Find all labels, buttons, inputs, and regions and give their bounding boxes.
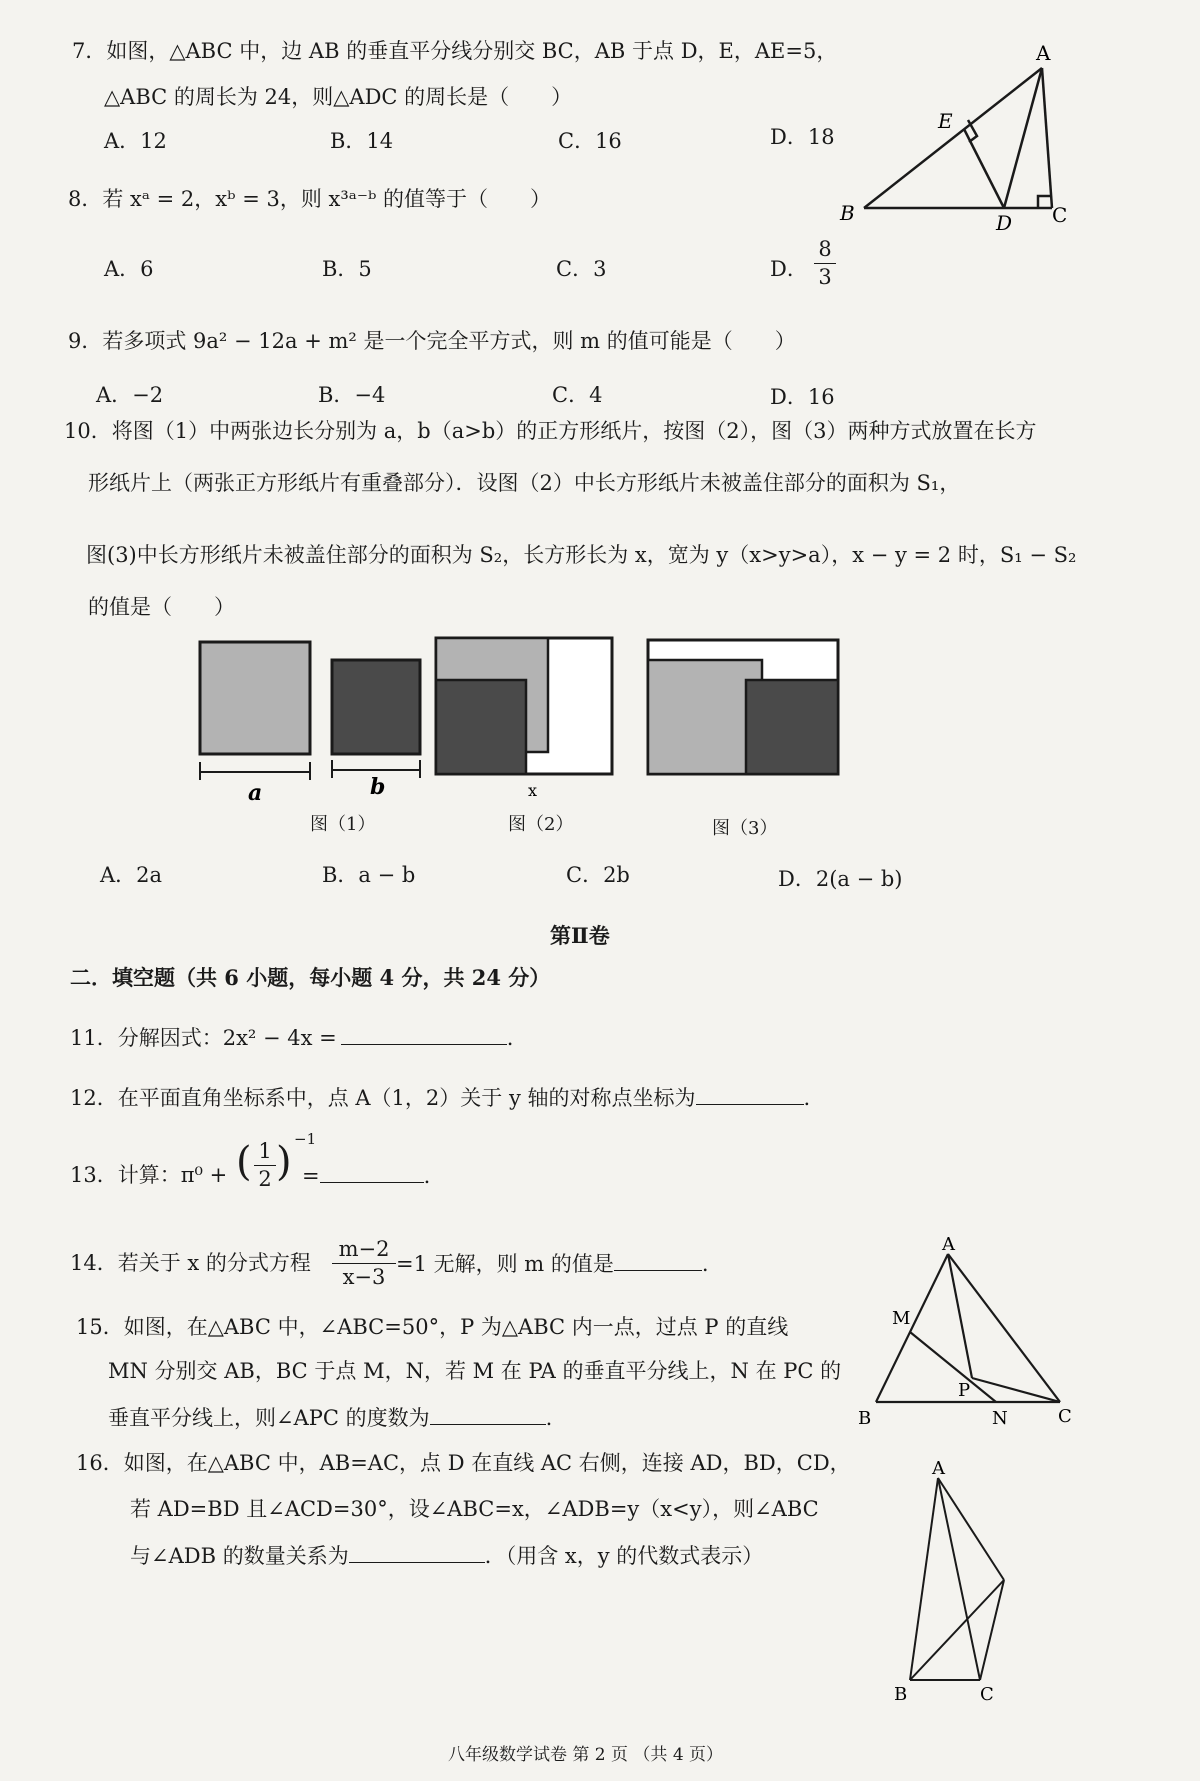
q8-option-c: C．3 xyxy=(556,257,607,281)
q14-fraction xyxy=(332,1236,396,1291)
q8-option-a: A．6 xyxy=(104,257,154,281)
q11-end: . xyxy=(506,1026,514,1050)
q7-side-ac xyxy=(1042,68,1052,208)
q13-fraction-denominator: 2 xyxy=(254,1165,276,1193)
q9-line1: 9．若多项式 9a² − 12a + m² 是一个完全平方式，则 m 的值可能是（ ） xyxy=(68,329,796,353)
q15-label-b: B xyxy=(858,1408,872,1429)
q13-line xyxy=(70,1160,227,1190)
q9-option-c: C．4 xyxy=(552,383,603,407)
q8-option-b: B．5 xyxy=(322,257,372,281)
q10-fig3-square-b xyxy=(746,680,838,774)
q7-option-d: D．18 xyxy=(770,125,835,149)
q15-line2: MN 分别交 AB，BC 于点 M，N，若 M 在 PA 的垂直平分线上，N 在 PC 的 xyxy=(108,1359,842,1383)
q8-option-d-fraction xyxy=(814,236,836,291)
q10-fig2-square-b xyxy=(436,680,526,774)
q10-square-a xyxy=(200,642,310,754)
q16-line3-text: 与∠ADB 的数量关系为 xyxy=(130,1544,349,1568)
q7-label-d: D xyxy=(996,211,1013,235)
q11-answer-blank[interactable] xyxy=(341,1022,507,1045)
q8-fraction-numerator: 8 xyxy=(818,237,832,261)
q10-option-c: C．2b xyxy=(566,863,630,887)
q16-side-ab xyxy=(910,1478,938,1680)
q8-fraction-denominator: 3 xyxy=(814,263,836,291)
q15-triangle-figure xyxy=(850,1232,1080,1432)
q10-line2: 形纸片上（两张正方形纸片有重叠部分）．设图（2）中长方形纸片未被盖住部分的面积为 S₁， xyxy=(88,471,961,495)
q15-end: . xyxy=(545,1406,553,1430)
q15-label-m: M xyxy=(892,1308,911,1329)
q14-prefix: 14．若关于 x 的分式方程 xyxy=(70,1251,311,1275)
q7-right-angle-c xyxy=(1038,196,1050,208)
q15-label-p: P xyxy=(958,1380,971,1401)
q12-end: . xyxy=(803,1086,811,1110)
q8-option-d: D． xyxy=(770,257,808,281)
q13-answer-line xyxy=(302,1160,430,1191)
q14-answer-blank[interactable] xyxy=(614,1248,702,1271)
q7-segment-ad xyxy=(1004,68,1042,208)
q13-paren-right: ) xyxy=(276,1139,292,1185)
q13-end: . xyxy=(423,1164,431,1188)
q15-segment-pc xyxy=(972,1378,1060,1402)
q16-line3 xyxy=(130,1540,763,1571)
q15-line1: 15．如图，在△ABC 中，∠ABC=50°，P 为△ABC 内一点，过点 P 的直线 xyxy=(76,1315,789,1339)
q16-label-c: C xyxy=(980,1684,994,1705)
q10-square-b xyxy=(332,660,420,754)
q12-text: 12．在平面直角坐标系中，点 A（1，2）关于 y 轴的对称点坐标为 xyxy=(70,1086,696,1110)
q10-caption-1: 图（1） xyxy=(310,814,376,835)
q12-answer-blank[interactable] xyxy=(696,1082,804,1105)
q7-label-c: C xyxy=(1052,203,1068,227)
q16-line3-suffix: ．（用含 x，y 的代数式表示） xyxy=(484,1544,764,1568)
q15-label-a: A xyxy=(942,1234,955,1255)
q10-option-b: B．a − b xyxy=(322,863,416,887)
q7-line1: 7．如图，△ABC 中，边 AB 的垂直平分线分别交 BC，AB 于点 D，E，AE=5， xyxy=(72,39,838,63)
page-footer: 八年级数学试卷 第 2 页 （共 4 页） xyxy=(448,1745,724,1765)
q15-label-c: C xyxy=(1058,1406,1072,1427)
q7-option-a: A．12 xyxy=(104,129,167,153)
q7-line2: △ABC 的周长为 24，则△ADC 的周长是（ ） xyxy=(104,85,573,109)
q9-option-d: D．16 xyxy=(770,385,835,409)
q7-option-b: B．14 xyxy=(330,129,394,153)
q10-label-b: b xyxy=(370,774,386,800)
q10-label-a: a xyxy=(248,780,263,806)
q13-answer-blank[interactable] xyxy=(320,1160,424,1183)
q15-side-ab xyxy=(876,1254,948,1402)
q7-label-e: E xyxy=(938,109,953,133)
q15-line3-text: 垂直平分线上，则∠APC 的度数为 xyxy=(108,1406,430,1430)
q14-end: . xyxy=(701,1252,709,1276)
q15-line3 xyxy=(108,1402,552,1433)
q15-segment-pa xyxy=(948,1254,972,1378)
q16-segment-cd xyxy=(980,1580,1004,1680)
q14-suffix-line xyxy=(396,1248,709,1279)
q8-line1: 8．若 xᵃ = 2，xᵇ = 3，则 x³ᵃ⁻ᵇ 的值等于（ ） xyxy=(68,187,552,211)
q12-line xyxy=(70,1082,810,1113)
q15-label-n: N xyxy=(992,1408,1008,1429)
q13-fraction xyxy=(254,1138,276,1193)
q11-text: 11．分解因式：2x² − 4x = xyxy=(70,1026,337,1050)
q16-side-ac xyxy=(938,1478,980,1680)
q14-suffix: =1 无解，则 m 的值是 xyxy=(396,1252,614,1276)
q7-label-b: B xyxy=(840,201,855,225)
q10-line3: 图(3)中长方形纸片未被盖住部分的面积为 S₂，长方形长为 x，宽为 y（x>y>a），x − y = 2 时，S₁ − S₂ xyxy=(86,543,1077,567)
q16-triangle-figure xyxy=(880,1450,1020,1710)
q10-line4: 的值是（ ） xyxy=(88,595,235,619)
q13-fraction-numerator: 1 xyxy=(258,1139,272,1163)
q10-option-a: A．2a xyxy=(100,863,163,887)
q15-answer-blank[interactable] xyxy=(430,1402,546,1425)
q15-line-mn xyxy=(910,1332,996,1402)
q9-option-b: B．−4 xyxy=(318,383,386,407)
q13-exponent: −1 xyxy=(294,1130,317,1148)
q13-equals: = xyxy=(302,1164,320,1188)
q10-caption-2: 图（2） xyxy=(508,814,574,835)
q10-label-x: x xyxy=(528,781,538,800)
q7-triangle-figure xyxy=(830,38,1090,238)
q16-label-a: A xyxy=(932,1458,945,1479)
q16-segment-bd xyxy=(910,1580,1004,1680)
q14-fraction-numerator: m−2 xyxy=(338,1237,390,1261)
q11-line xyxy=(70,1022,513,1053)
q10-squares-figure xyxy=(190,630,850,810)
q16-line1: 16．如图，在△ABC 中，AB=AC，点 D 在直线 AC 右侧，连接 AD，BD，CD， xyxy=(76,1451,851,1475)
section-title: 第Ⅱ卷 xyxy=(550,923,610,948)
q7-side-ab xyxy=(864,68,1042,208)
q7-label-a: A xyxy=(1036,41,1051,65)
q9-option-a: A．−2 xyxy=(96,383,164,407)
q16-line2: 若 AD=BD 且∠ACD=30°，设∠ABC=x，∠ADB=y（x<y），则∠ABC xyxy=(130,1497,819,1521)
q14-fraction-denominator: x−3 xyxy=(332,1263,396,1291)
q10-line1: 10．将图（1）中两张边长分别为 a，b（a>b）的正方形纸片，按图（2），图（3）两种方式放置在长方 xyxy=(64,419,1037,443)
q13-prefix: 13．计算：π⁰ + xyxy=(70,1163,228,1187)
q16-label-b: B xyxy=(894,1684,908,1705)
q16-answer-blank[interactable] xyxy=(349,1540,485,1563)
section-subtitle: 二．填空题（共 6 小题，每小题 4 分，共 24 分） xyxy=(70,965,551,990)
q13-paren-left: ( xyxy=(236,1139,252,1185)
q10-caption-3: 图（3） xyxy=(712,818,778,839)
q7-option-c: C．16 xyxy=(558,129,622,153)
q10-option-d: D．2(a − b) xyxy=(778,867,903,891)
